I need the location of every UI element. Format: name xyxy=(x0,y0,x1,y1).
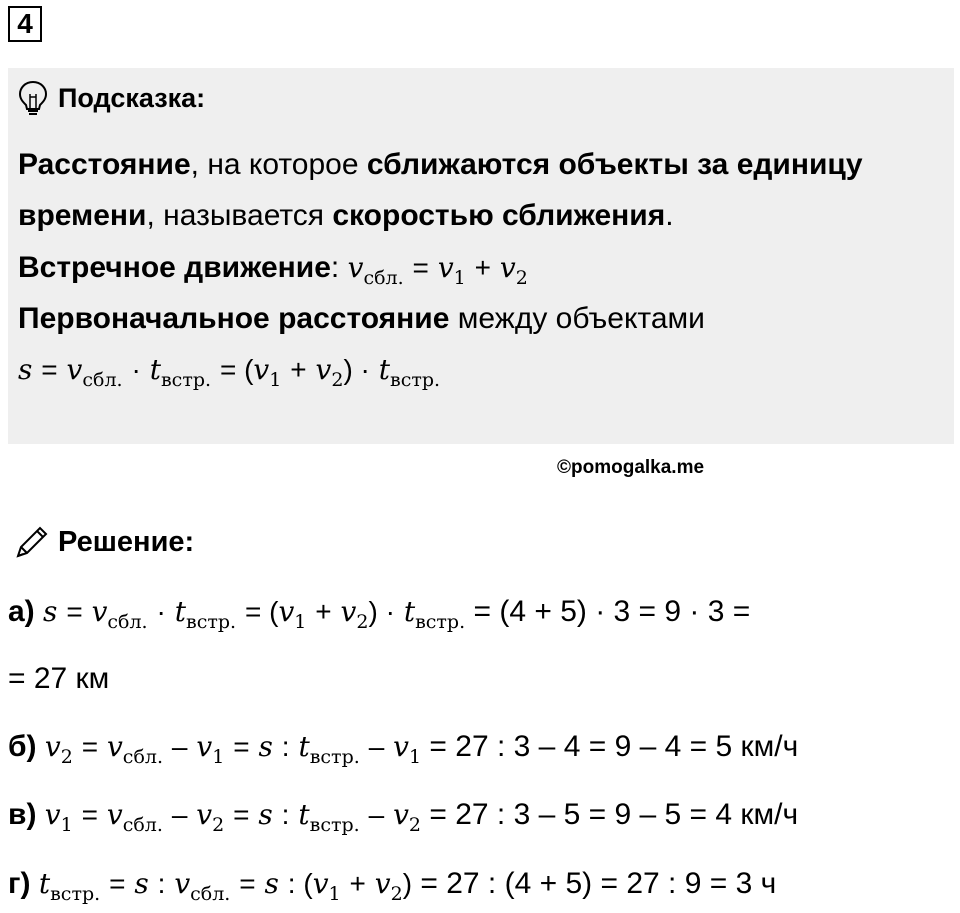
hint-line-1: Расстояние, на которое сближаются объекты за единицу xyxy=(18,148,863,181)
hint-title-text: Подсказка: xyxy=(58,82,206,113)
task-number: 4 xyxy=(8,6,42,42)
hint-line-5 xyxy=(18,350,440,390)
solution-a: а) $s = v_{сбл.} \cdot t_{встр.} = (v_1 + v_2) \cdot t_{встр.} = (4 + 5) \cdot 3 = 9 \cdot 3$ = xyxy=(8,595,751,633)
solution-title-text: Решение: xyxy=(58,525,195,558)
hint-title xyxy=(18,78,205,118)
formula-distance: $s = v_{сбл.} \cdot t_{встр.} = (v_1 + v_2) \cdot t_{встр.}$ xyxy=(18,353,441,391)
term-closing-speed: скоростью сближения xyxy=(332,199,666,232)
lightbulb-icon xyxy=(18,80,48,116)
copyright: ©pomogalka.me xyxy=(557,457,705,478)
solution-g: г) $t_{встр.} = s$ : $v_{сбл.} = s$ : $(v_1 + v_2) = 27$ : (4 + 5) = 27 : 9 = 3 ч xyxy=(8,867,777,905)
hint-line-2: времени, называется скоростью сближения. xyxy=(18,199,674,232)
formula-closing-speed: $v_{сбл.} = v_1 + v_2$ xyxy=(347,251,528,289)
solution-v: в) $v_1 = v_{сбл.} - v_2 = s$ : $t_{встр.} - v_2 = 27$ : 3 – 5 = 9 – 5 = 4 км/ч xyxy=(8,798,799,836)
hint-line-3: Встречное движение: $v_{сбл.} = v_1 + v_2$ xyxy=(18,251,528,289)
solution-b: б) $v_2 = v_{сбл.} - v_1 = s$ : $t_{встр.} - v_1 = 27$ : 3 – 4 = 9 – 4 = 5 км/ч xyxy=(8,730,799,768)
pencil-icon xyxy=(14,524,50,560)
solution-a-continued: = 27 км xyxy=(8,662,110,695)
solution-title xyxy=(14,522,194,562)
hint-line-4: Первоначальное расстояние между объектами xyxy=(18,302,705,335)
term-distance: Расстояние xyxy=(18,148,191,181)
